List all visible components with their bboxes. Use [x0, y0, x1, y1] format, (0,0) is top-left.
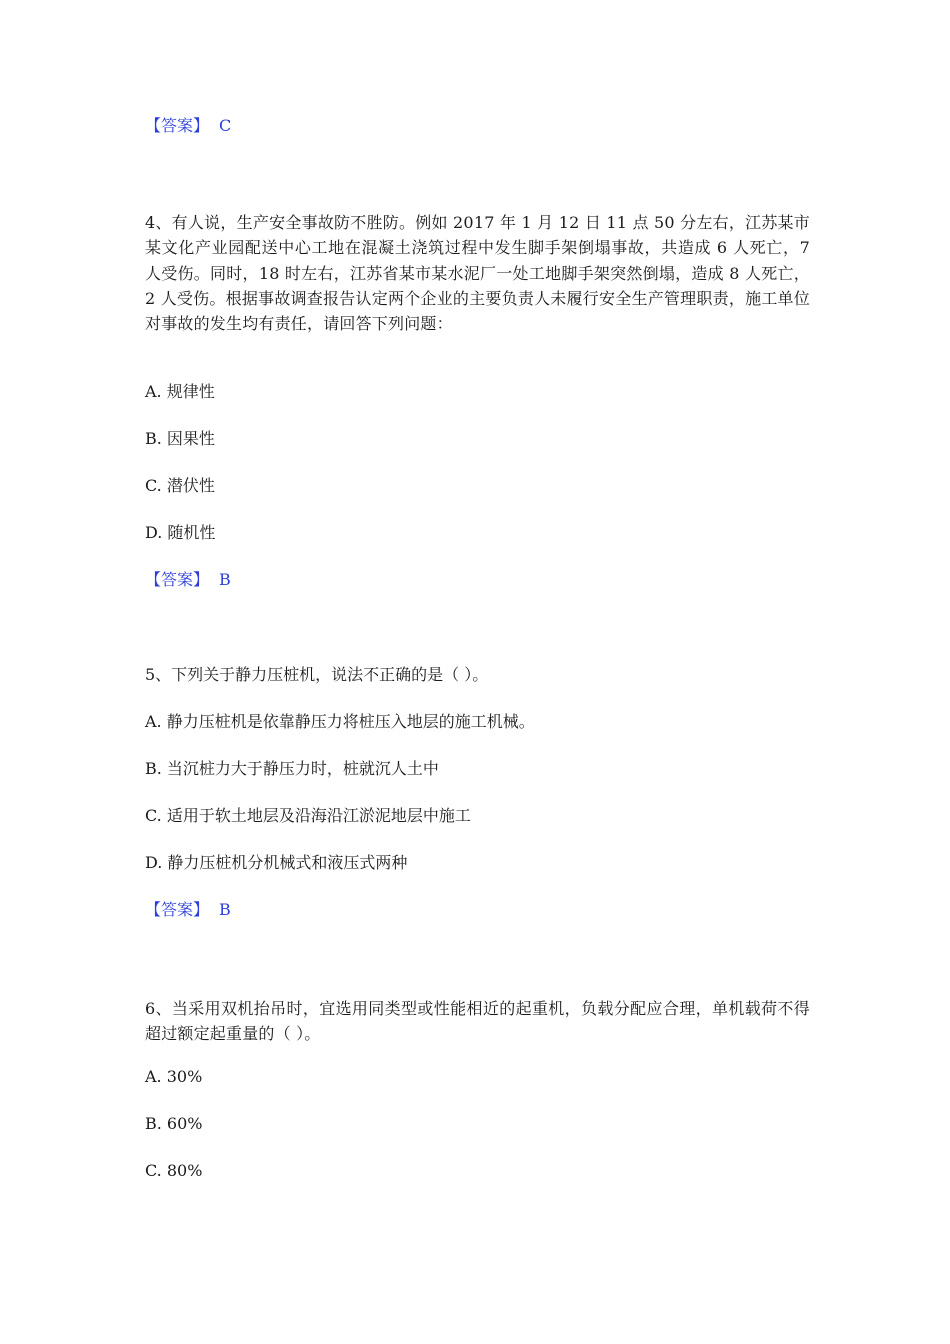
question-6-option-b: B. 60%: [145, 1114, 203, 1133]
answer-label: 【答案】: [145, 900, 210, 919]
answer-line: [145, 570, 231, 590]
question-5-stem: 5、下列关于静力压桩机，说法不正确的是（ ）。: [145, 665, 489, 684]
question-6-option-c: C. 80%: [145, 1161, 203, 1180]
answer-value: B: [219, 900, 231, 919]
question-5-option-c: C. 适用于软土地层及沿海沿江淤泥地层中施工: [145, 806, 471, 825]
question-4-option-a: A. 规律性: [145, 382, 215, 401]
question-5-option-a: A. 静力压桩机是依靠静压力将桩压入地层的施工机械。: [145, 712, 535, 731]
question-5-option-b: B. 当沉桩力大于静压力时，桩就沉人土中: [145, 759, 439, 778]
question-6-stem: 6、当采用双机抬吊时，宜选用同类型或性能相近的起重机，负载分配应合理，单机载荷不得超过额定起重量的（ ）。: [145, 999, 810, 1044]
answer-line: [145, 900, 231, 920]
question-4-option-d: D. 随机性: [145, 523, 216, 542]
answer-line: [145, 116, 231, 136]
question-4-option-b: B. 因果性: [145, 429, 215, 448]
question-6-option-a: A. 30%: [145, 1067, 203, 1086]
answer-value: B: [219, 570, 231, 589]
question-5-option-d: D. 静力压桩机分机械式和液压式两种: [145, 853, 408, 872]
answer-value: C: [219, 116, 232, 135]
question-4-stem: 4、有人说，生产安全事故防不胜防。例如 2017 年 1 月 12 日 11 点 50 分左右，江苏某市某文化产业园配送中心工地在混凝土浇筑过程中发生脚手架倒塌事故，共造成 6 人死亡，7 人受伤。同时，18 时左右，江苏省某市某水泥厂一处工地脚手架突然倒塌，造成 8 人死亡，2 人受伤。根据事故调查报告认定两个企业的主要负责人未履行安全生产管理职责，施工单位对事故的发生均有责任，请回答下列问题：: [145, 213, 810, 334]
question-4-option-c: C. 潜伏性: [145, 476, 215, 495]
answer-label: 【答案】: [145, 116, 210, 135]
answer-label: 【答案】: [145, 570, 210, 589]
